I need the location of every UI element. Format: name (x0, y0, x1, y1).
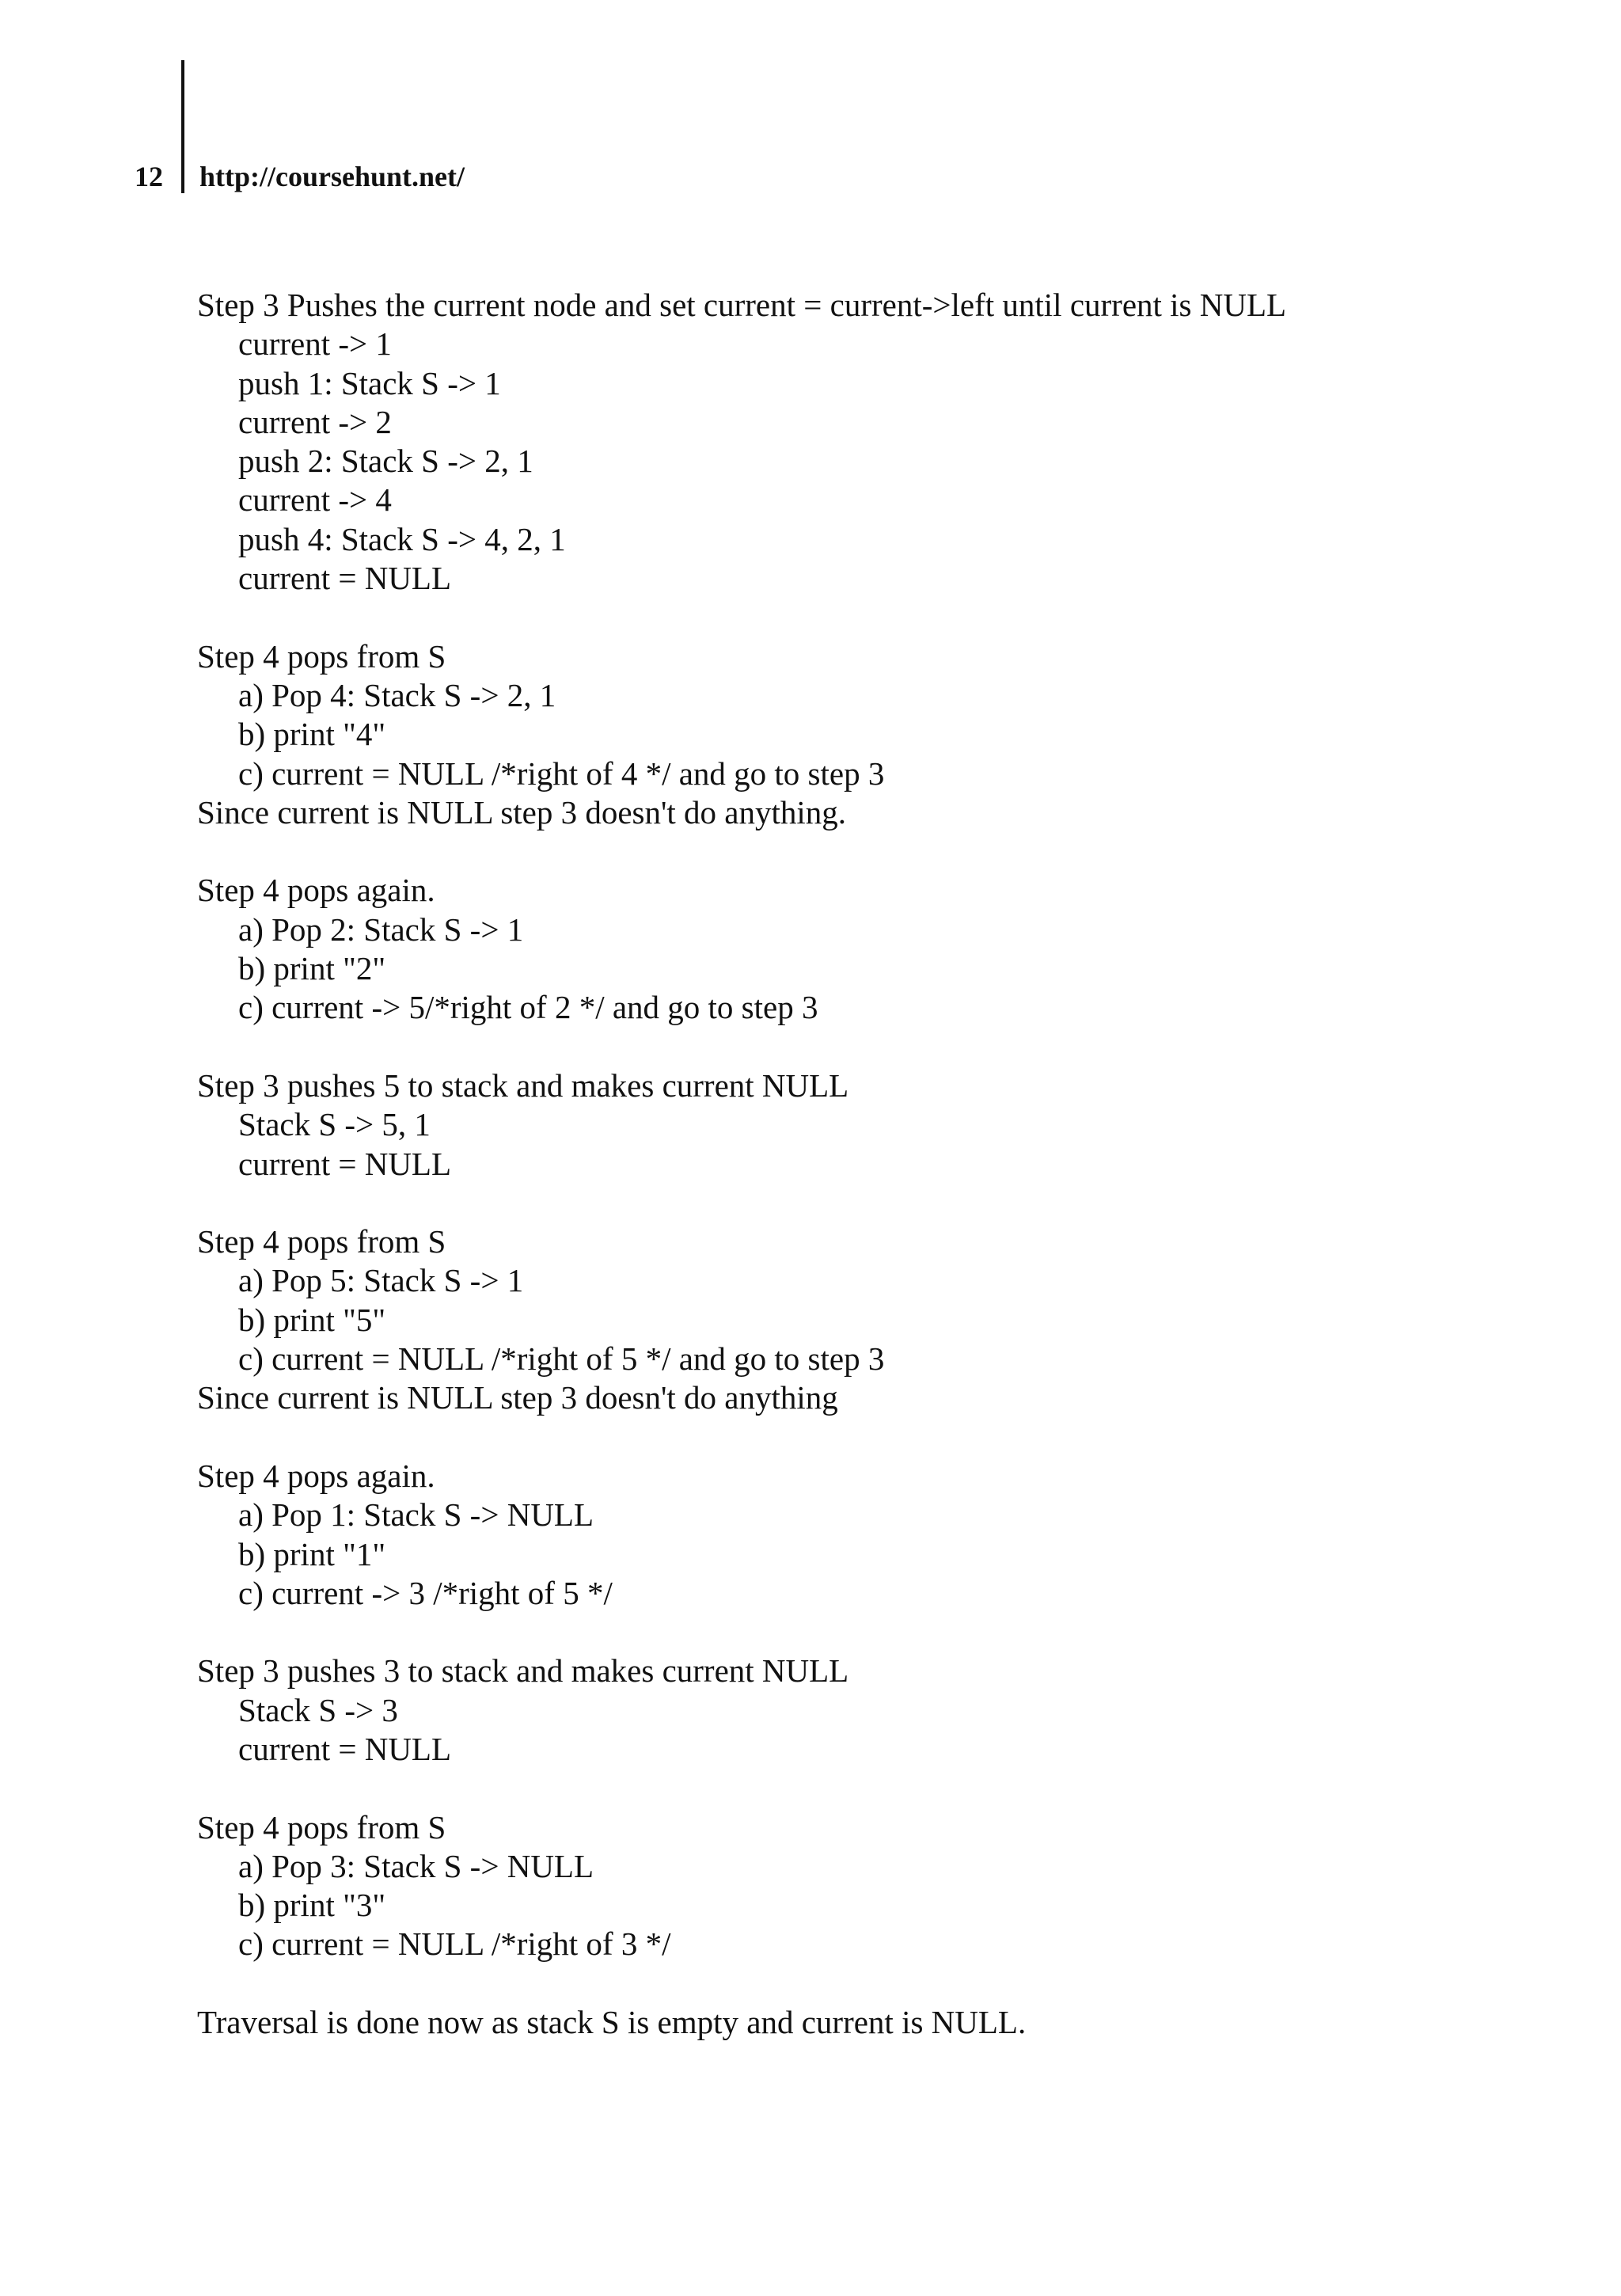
paragraph-gap (197, 598, 1543, 637)
conclusion-line: Traversal is done now as stack S is empty and current is NULL. (197, 2004, 1027, 2041)
paragraph-gap (197, 1769, 1543, 1808)
detail-line: b) print "1" (238, 1535, 386, 1572)
note-line: Since current is NULL step 3 doesn't do anything (197, 1379, 838, 1416)
traversal-walkthrough (197, 286, 1543, 2042)
paragraph-gap (197, 1418, 1543, 1457)
detail-line: a) Pop 1: Stack S -> NULL (238, 1496, 594, 1534)
step-line: Step 4 pops again. (197, 1457, 435, 1494)
detail-line: b) print "5" (238, 1301, 386, 1338)
detail-line: current = NULL (238, 560, 452, 597)
header-divider (181, 60, 184, 193)
step-line: Step 4 pops from S (197, 1223, 446, 1260)
detail-line: a) Pop 5: Stack S -> 1 (238, 1262, 524, 1299)
detail-line: a) Pop 2: Stack S -> 1 (238, 910, 524, 948)
detail-line: Stack S -> 3 (238, 1691, 398, 1728)
paragraph-gap (197, 832, 1543, 871)
detail-line: c) current = NULL /*right of 3 */ (238, 1925, 671, 1963)
detail-line: a) Pop 4: Stack S -> 2, 1 (238, 676, 556, 713)
detail-line: push 2: Stack S -> 2, 1 (238, 443, 533, 480)
detail-line: push 1: Stack S -> 1 (238, 364, 501, 401)
detail-line: current = NULL (238, 1730, 452, 1767)
detail-line: b) print "3" (238, 1887, 386, 1924)
step-line: Step 4 pops again. (197, 872, 435, 909)
detail-line: current -> 4 (238, 481, 392, 519)
step-line: Step 3 pushes 5 to stack and makes current NULL (197, 1066, 849, 1104)
detail-line: Stack S -> 5, 1 (238, 1106, 431, 1143)
paragraph-gap (197, 1613, 1543, 1652)
detail-line: current = NULL (238, 1145, 452, 1182)
step-line: Step 4 pops from S (197, 637, 446, 675)
header-url: http://coursehunt.net/ (199, 161, 465, 192)
paragraph-gap (197, 1184, 1543, 1222)
detail-line: c) current = NULL /*right of 5 */ and go to step 3 (238, 1340, 885, 1378)
detail-line: c) current -> 5/*right of 2 */ and go to step 3 (238, 989, 818, 1026)
detail-line: b) print "2" (238, 950, 386, 987)
detail-line: c) current -> 3 /*right of 5 */ (238, 1574, 613, 1611)
paragraph-gap (197, 1028, 1543, 1066)
paragraph-gap (197, 1964, 1543, 2003)
detail-line: current -> 2 (238, 403, 392, 440)
step-line: Step 4 pops from S (197, 1808, 446, 1846)
detail-line: c) current = NULL /*right of 4 */ and go to step 3 (238, 755, 885, 792)
page-header (0, 0, 1621, 206)
step-line: Step 3 Pushes the current node and set current = current->left until current is NULL (197, 287, 1287, 323)
detail-line: a) Pop 3: Stack S -> NULL (238, 1847, 594, 1884)
detail-line: push 4: Stack S -> 4, 2, 1 (238, 520, 566, 557)
detail-line: b) print "4" (238, 716, 386, 753)
detail-line: current -> 1 (238, 325, 392, 363)
note-line: Since current is NULL step 3 doesn't do anything. (197, 793, 847, 831)
step-line: Step 3 pushes 3 to stack and makes current NULL (197, 1652, 849, 1690)
page-number: 12 (135, 161, 163, 192)
